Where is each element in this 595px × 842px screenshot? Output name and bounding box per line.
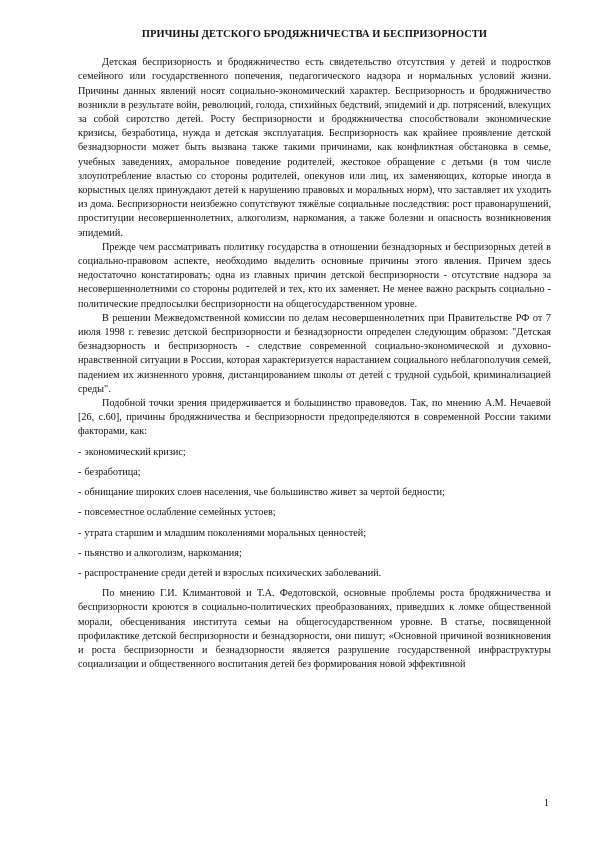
list-marker: - <box>78 547 82 559</box>
paragraph-2: Прежде чем рассматривать политику государства в отношении безнадзорных и беспризорных детей в социально-правовом аспекте, необходимо выделить основные причины этого явления. Причем здесь недостаточно констатировать; одна из главных причин детской беспризорности - отсутствие надзора за несовершеннолетними со стороны родителей и тех, кто их заменяет. Не менее важно раскрыть социально - политические предпосылки беспризорности на общегосударственном уровне. <box>78 241 551 310</box>
list-item: - пьянство и алкоголизм, наркомания; <box>78 547 242 559</box>
list-item: - распространение среди детей и взрослых психических заболеваний. <box>78 567 382 579</box>
closing-paragraph: По мнению Г.И. Климантовой и Т.А. Федотовской, основные проблемы роста бродяжничества и беспризорности кроются в социально-политических преобразованиях, приведших к ломке общественной морали, обесценивания института семьи на общегосударственном уровне. В статье, посвященной профилактике детской беспризорности и безнадзорности, они пишут; «Основной причиной возникновения и роста беспризорности и безнадзорности является разрушение государственной инфраструктуры социализации и общественного воспитания детей без формирования новой эффективной <box>78 588 551 671</box>
list-item: - утрата старшим и младшим поколениями моральных ценностей; <box>78 527 367 539</box>
list-marker: - <box>78 487 82 499</box>
list-marker: - <box>78 567 82 579</box>
list-marker: - <box>78 466 82 478</box>
list-marker: - <box>78 446 82 458</box>
paragraph-1: Детская беспризорность и бродяжничество есть свидетельство отсутствия у детей и подростков семейного или государственного попечения, педагогического надзора и нормальных условий жизни. Причины данных явлений носят социально-экономический характер. Беспризорность и бродяжничество возникли в результате войн, революций, голода, стихийных бедствий, эпидемий и др. потрясений, влекущих за собой сиротство детей. Росту беспризорности и бродяжничества способствовали экономические кризисы, безработица, нужда и детская эксплуатация. Беспризорность как крайнее проявление детской безнадзорности может быть вызвана также такими причинами, как конфликтная обстановка в семье, учебных заведениях, аморальное поведение родителей, жестокое обращение с детьми (в том числе злоупотребление властью со стороны родителей, опекунов или лиц, их заменяющих, которые иногда в корыстных целях принуждают детей к нарушению правовых и моральных норм), что заставляет их уходить из дома. Беспризорности неизбежно сопутствуют тяжёлые социальные последствия: рост правонарушений, проституции несовершеннолетних, алкоголизм, наркомания, а также болезни и опасность возникновения эпидемий. <box>78 57 551 239</box>
list-item: - обнищание широких слоев населения, чье большинство живет за чертой бедности; <box>78 487 445 499</box>
page-number: 1 <box>544 798 549 809</box>
document-title: ПРИЧИНЫ ДЕТСКОГО БРОДЯЖНИЧЕСТВА И БЕСПРИЗОРНОСТИ <box>141 29 488 40</box>
paragraph-4: Подобной точки зрения придерживается и большинство правоведов. Так, по мнению А.М. Нечаевой [26, с.60], причины бродяжничества и беспризорности предопределяются в современной России такими факторами, как: <box>78 398 551 438</box>
paragraph-3: В решении Межведомственной комиссии по делам несовершеннолетних при Правительстве РФ от 7 июля 1998 г. гевезис детской беспризорности и безнадзорности определен следующим образом: "Детская безнадзорность и беспризорность - следствие современной социально-экономической и духовно-нравственной ситуации в России, которая характеризуется нарастанием социального неблагополучия семей, падением их жизненного уровня, дистанцированием школы от детей с трудной судьбой, криминализацией среды". <box>78 312 551 395</box>
list-item: - экономический кризис; <box>78 446 186 458</box>
list-marker: - <box>78 527 82 539</box>
list-item: - безработица; <box>78 466 141 478</box>
list-marker: - <box>78 507 82 519</box>
list-item: - повсеместное ослабление семейных устоев; <box>78 507 276 519</box>
factors-list <box>78 446 551 581</box>
